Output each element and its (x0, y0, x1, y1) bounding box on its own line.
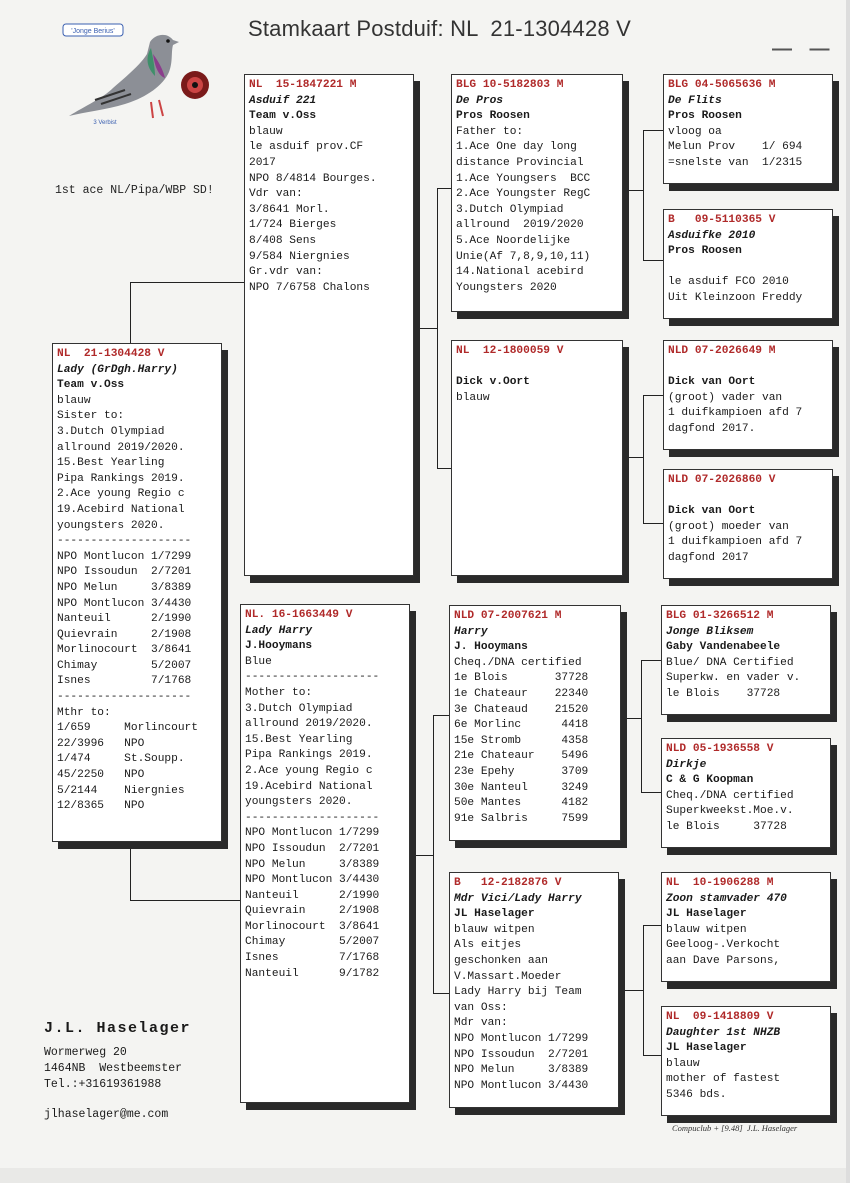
pigeon-name: Mdr Vici/Lady Harry (454, 892, 582, 905)
connector (413, 328, 437, 329)
pedigree-line: Pipa Rankings 2019. (57, 472, 185, 485)
pedigree-line: distance Provincial (456, 156, 584, 169)
club-logo (55, 20, 230, 135)
pedigree-line: Uit Kleinzoon Freddy (668, 291, 803, 304)
pedigree-line: Mother to: (245, 686, 313, 699)
pedigree-line: Lady Harry bij Team (454, 986, 582, 999)
pedigree-line: 1 duifkampioen afd 7 (668, 536, 803, 549)
pigeon-name: Daughter 1st NHZB (666, 1026, 781, 1039)
pedigree-line: 5/2144 Niergnies (57, 784, 185, 797)
pedigree-line: le asduif FCO 2010 (668, 276, 789, 289)
connector (433, 715, 434, 993)
pedigree-line: NPO Melun 3/8389 (245, 858, 380, 871)
owner-name: Gaby Vandenabeele (666, 641, 781, 654)
ring-number: B 12-2182876 V (454, 877, 562, 889)
pedigree-line: Youngsters 2020 (456, 281, 557, 294)
pedigree-line: Cheq./DNA certified (454, 656, 582, 669)
pedigree-line: 30e Nanteul 3249 (454, 781, 589, 794)
pedigree-line: 1/659 Morlincourt (57, 722, 198, 735)
pedigree-line: Quievrain 2/1908 (57, 628, 192, 641)
pedigree-line: =snelste van 1/2315 (668, 156, 803, 169)
pedigree-line: 15.Best Yearling (245, 733, 353, 746)
connector (641, 660, 661, 661)
pedigree-line: NPO Montlucon 3/4430 (454, 1079, 589, 1092)
breeder-address2: 1464NB Westbeemster (44, 1062, 183, 1075)
pedigree-line: 21e Chateaur 5496 (454, 750, 589, 763)
pedigree-line: 23e Epehy 3709 (454, 765, 589, 778)
pedigree-line: 1.Ace One day long (456, 141, 577, 154)
pedigree-line: le Blois 37728 (666, 820, 787, 833)
pedigree-line: -------------------- (57, 691, 192, 704)
breeder-name: J.L. Haselager (44, 1020, 192, 1037)
owner-name: JL Haselager (666, 908, 747, 921)
pedigree-line: blauw witpen (666, 923, 747, 936)
pigeon-name: Zoon stamvader 470 (666, 892, 787, 905)
pedigree-line: Father to: (456, 125, 524, 138)
logo-subtext: 3 Verbist (93, 120, 117, 126)
pedigree-line: Pipa Rankings 2019. (245, 749, 373, 762)
pedigree-line: youngsters 2020. (57, 519, 165, 532)
connector (643, 925, 644, 1055)
footer-credit: Compuclub + [9.48] J.L. Haselager (672, 1123, 798, 1133)
pedigree-line: 3.Dutch Olympiad (57, 425, 165, 438)
card-dam-sire-sire[interactable] (661, 605, 831, 715)
pedigree-line: Nanteuil 2/1990 (245, 889, 380, 902)
pedigree-line: NPO Issoudun 2/7201 (454, 1048, 589, 1061)
owner-name: J.Hooymans (245, 640, 313, 653)
pedigree-line: Geeloog-.Verkocht (666, 939, 781, 952)
pigeon-name: Lady Harry (245, 624, 313, 637)
pedigree-line: allround 2019/2020 (456, 219, 584, 232)
connector (437, 468, 451, 469)
pedigree-line: 14.National acebird (456, 266, 584, 279)
ring-number: NL 12-1800059 V (456, 345, 564, 357)
pedigree-line: NPO Issoudun 2/7201 (245, 842, 380, 855)
pedigree-line: 3.Dutch Olympiad (456, 203, 564, 216)
spacer (668, 489, 828, 505)
pedigree-line: 19.Acebird National (57, 503, 185, 516)
pedigree-line: (groot) moeder van (668, 520, 789, 533)
card-dam-dam-dam[interactable] (661, 1006, 831, 1116)
pedigree-line: 9/584 Niergnies (249, 250, 350, 263)
card-dam[interactable] (240, 604, 410, 1103)
pedigree-line: Gr.vdr van: (249, 266, 323, 279)
pigeon-name: Asduifke 2010 (668, 229, 756, 242)
pedigree-line: NPO Montlucon 1/7299 (454, 1032, 589, 1045)
ring-number: BLG 10-5182803 M (456, 79, 564, 91)
page-edge (0, 1168, 850, 1183)
pigeon-name: Asduif 221 (249, 94, 317, 107)
pedigree-line: aan Dave Parsons, (666, 954, 781, 967)
pedigree-line: Nanteuil 9/1782 (245, 967, 380, 980)
pedigree-line: Als eitjes (454, 939, 522, 952)
pedigree-line: Quievrain 2/1908 (245, 905, 380, 918)
pedigree-line: geschonken aan (454, 954, 548, 967)
connector (643, 395, 663, 396)
pedigree-line: NPO Montlucon 1/7299 (245, 827, 380, 840)
breeder-address1: Wormerweg 20 (44, 1046, 127, 1059)
ring-number: NLD 07-2026860 V (668, 474, 776, 486)
pedigree-line: 12/8365 NPO (57, 800, 145, 813)
pedigree-line: Melun Prov 1/ 694 (668, 141, 803, 154)
spacer (668, 360, 828, 376)
connector (643, 260, 663, 261)
breeder-info (44, 1020, 191, 1123)
connector (621, 718, 641, 719)
breeder-email[interactable]: jlhaselager@me.com (44, 1108, 169, 1121)
pedigree-line: 1 duifkampioen afd 7 (668, 407, 803, 420)
pedigree-line: Sister to: (57, 410, 125, 423)
owner-name: JL Haselager (666, 1042, 747, 1055)
connector (643, 925, 661, 926)
pedigree-line: Morlinocourt 3/8641 (245, 920, 380, 933)
pedigree-line: dagfond 2017 (668, 551, 749, 564)
pedigree-line: -------------------- (245, 811, 380, 824)
pedigree-line: NPO Melun 3/8389 (57, 581, 192, 594)
card-sire-sire-dam[interactable] (663, 209, 833, 319)
card-dam-dam[interactable] (449, 872, 619, 1108)
pedigree-line: 15.Best Yearling (57, 457, 165, 470)
pedigree-line: Unie(Af 7,8,9,10,11) (456, 250, 591, 263)
owner-name: J. Hooymans (454, 641, 528, 654)
page-title: Stamkaart Postduif: NL 21-1304428 V (248, 16, 632, 41)
slogan: 1st ace NL/Pipa/WBP SD! (55, 184, 214, 197)
ring-number: BLG 04-5065636 M (668, 79, 776, 91)
pedigree-line: 1.Ace Youngsers BCC (456, 172, 591, 185)
pedigree-line: 50e Mantes 4182 (454, 797, 589, 810)
pedigree-line: vloog oa (668, 125, 722, 138)
pedigree-line: NPO 8/4814 Bourges. (249, 172, 377, 185)
ring-number: NL 21-1304428 V (57, 348, 165, 360)
owner-name: Pros Roosen (668, 110, 742, 123)
pedigree-line: Superkweekst.Moe.v. (666, 805, 794, 818)
pedigree-line: NPO Montlucon 3/4430 (245, 874, 380, 887)
card-sire-sire[interactable] (451, 74, 623, 312)
owner-name: Team v.Oss (57, 379, 125, 392)
ring-number: NLD 07-2007621 M (454, 610, 562, 622)
card-sire-dam[interactable] (451, 340, 623, 576)
pedigree-line (668, 260, 828, 276)
breeder-phone: Tel.:+31619361988 (44, 1078, 162, 1091)
card-sire[interactable] (244, 74, 414, 576)
pedigree-line: 1e Blois 37728 (454, 672, 589, 685)
connector (641, 660, 642, 792)
connector (437, 188, 451, 189)
connector (409, 855, 433, 856)
pigeon-name: Harry (454, 625, 488, 638)
logo-text: 'Jonge Berius' (71, 28, 115, 35)
page-edge (846, 0, 850, 1183)
ring-number: NL 09-1418809 V (666, 1011, 774, 1023)
pedigree-line: -------------------- (245, 671, 380, 684)
pedigree-line: Isnes 7/1768 (245, 952, 380, 965)
owner-name: Dick v.Oort (456, 376, 530, 389)
ring-number: NL. 16-1663449 V (245, 609, 353, 621)
ring-number: NLD 05-1936558 V (666, 743, 774, 755)
pedigree-line: Cheq./DNA certified (666, 789, 794, 802)
card-sire-dam-sire[interactable] (663, 340, 833, 450)
card-dam-sire[interactable] (449, 605, 621, 841)
pigeon-name: De Pros (456, 94, 503, 107)
pedigree-line: 22/3996 NPO (57, 737, 145, 750)
pedigree-line: -------------------- (57, 535, 192, 548)
card-sire-dam-dam[interactable] (663, 469, 833, 579)
owner-name: Pros Roosen (456, 110, 530, 123)
pedigree-line: Chimay 5/2007 (245, 936, 380, 949)
ring-number: NL 15-1847221 M (249, 79, 357, 91)
pigeon-logo-icon (55, 20, 230, 135)
owner-name: Team v.Oss (249, 110, 317, 123)
pedigree-line: le Blois 37728 (666, 687, 781, 700)
connector (437, 188, 438, 468)
pedigree-line: blauw (666, 1057, 700, 1070)
pedigree-line: NPO 7/6758 Chalons (249, 281, 370, 294)
spacer (456, 360, 618, 376)
ring-number: NLD 07-2026649 M (668, 345, 776, 357)
connector (130, 900, 240, 901)
pedigree-line: Nanteuil 2/1990 (57, 613, 192, 626)
pedigree-line: NPO Montlucon 1/7299 (57, 550, 192, 563)
pedigree-line: Chimay 5/2007 (57, 659, 192, 672)
pedigree-line: blauw (249, 125, 283, 138)
owner-name: C & G Koopman (666, 774, 754, 787)
pedigree-line: 2.Ace young Regio c (245, 764, 373, 777)
pedigree-line: 3/8641 Morl. (249, 203, 330, 216)
pedigree-line: dagfond 2017. (668, 422, 756, 435)
pigeon-name: De Flits (668, 94, 722, 107)
pedigree-line: 19.Acebird National (245, 780, 373, 793)
connector (643, 130, 663, 131)
pedigree-line: 45/2250 NPO (57, 769, 145, 782)
connector (623, 190, 643, 191)
pedigree-line: 5346 bds. (666, 1088, 727, 1101)
connector (433, 715, 449, 716)
pedigree-line: 91e Salbris 7599 (454, 812, 589, 825)
connector (643, 1055, 661, 1056)
pedigree-line: NPO Issoudun 2/7201 (57, 566, 192, 579)
pedigree-line: allround 2019/2020. (57, 441, 185, 454)
pigeon-name: Dirkje (666, 758, 707, 771)
pedigree-line: blauw (456, 391, 490, 404)
owner-name: Dick van Oort (668, 505, 756, 518)
owner-name: Pros Roosen (668, 245, 742, 258)
owner-name: JL Haselager (454, 908, 535, 921)
pedigree-line: 15e Stromb 4358 (454, 734, 589, 747)
pedigree-line: 2017 (249, 156, 276, 169)
pedigree-line: van Oss: (454, 1001, 508, 1014)
connector (130, 842, 131, 900)
connector (643, 130, 644, 260)
pedigree-line: Morlinocourt 3/8641 (57, 644, 192, 657)
pedigree-line: le asduif prov.CF (249, 141, 364, 154)
pedigree-line: youngsters 2020. (245, 796, 353, 809)
connector (623, 457, 643, 458)
pedigree-line: 5.Ace Noordelijke (456, 234, 571, 247)
pedigree-line: Blue/ DNA Certified (666, 656, 794, 669)
pedigree-line: 8/408 Sens (249, 234, 317, 247)
pedigree-line: mother of fastest (666, 1073, 781, 1086)
pedigree-line: Vdr van: (249, 188, 303, 201)
ring-number: BLG 01-3266512 M (666, 610, 774, 622)
card-subject[interactable] (52, 343, 222, 842)
pedigree-line: 3.Dutch Olympiad (245, 702, 353, 715)
pedigree-line: Mdr van: (454, 1017, 508, 1030)
pedigree-line: Blue (245, 655, 272, 668)
pigeon-name: Jonge Bliksem (666, 625, 754, 638)
pedigree-line: blauw witpen (454, 923, 535, 936)
connector (643, 523, 663, 524)
ring-number: B 09-5110365 V (668, 214, 776, 226)
pedigree-line: Isnes 7/1768 (57, 675, 192, 688)
pedigree-line: 3e Chateaud 21520 (454, 703, 589, 716)
connector (641, 792, 661, 793)
pedigree-line: (groot) vader van (668, 391, 783, 404)
connector (643, 395, 644, 523)
pigeon-name: Lady (GrDgh.Harry) (57, 363, 178, 376)
connector (130, 282, 131, 344)
connector (433, 993, 449, 994)
owner-name: Dick van Oort (668, 376, 756, 389)
card-dam-sire-dam[interactable] (661, 738, 831, 848)
pedigree-line: 6e Morlinc 4418 (454, 719, 589, 732)
pedigree-line: 1e Chateaur 22340 (454, 687, 589, 700)
pedigree-line: blauw (57, 394, 91, 407)
pedigree-line: 2.Ace young Regio c (57, 488, 185, 501)
pedigree-line: NPO Melun 3/8389 (454, 1064, 589, 1077)
pedigree-line: V.Massart.Moeder (454, 970, 562, 983)
connector (619, 990, 643, 991)
card-dam-dam-sire[interactable] (661, 872, 831, 982)
pedigree-line: 2.Ace Youngster RegC (456, 188, 591, 201)
pedigree-line: 1/474 St.Soupp. (57, 753, 185, 766)
pedigree-line: 1/724 Bierges (249, 219, 337, 232)
card-sire-sire-sire[interactable] (663, 74, 833, 184)
pedigree-line: NPO Montlucon 3/4430 (57, 597, 192, 610)
pedigree-line: Mthr to: (57, 706, 111, 719)
header-mark: — — (772, 38, 836, 60)
pedigree-line: Superkw. en vader v. (666, 672, 801, 685)
connector (130, 282, 244, 283)
pedigree-line: allround 2019/2020. (245, 718, 373, 731)
ring-number: NL 10-1906288 M (666, 877, 774, 889)
